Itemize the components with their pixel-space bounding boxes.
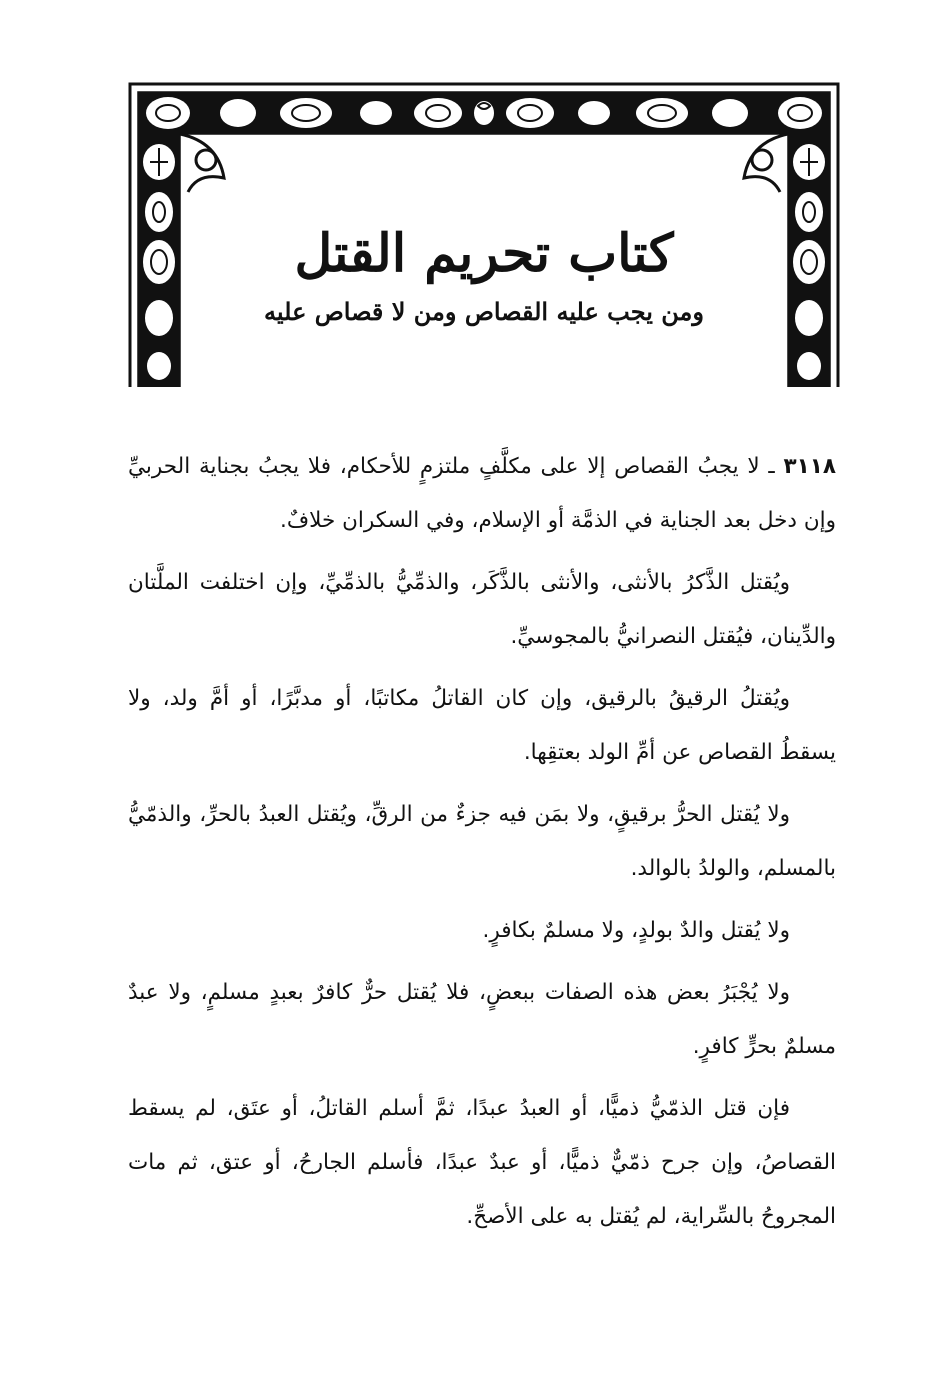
article-body (128, 440, 836, 1252)
paragraph-6: ولا يُجْبَرُ بعض هذه الصفات ببعضٍ، فلا يُقتل حرٌّ كافرٌ بعبدٍ مسلمٍ، ولا عبدٌ مسلمٌ بحرٍّ كافرٍ. (128, 980, 836, 1059)
paragraph-3: ويُقتلُ الرقيقُ بالرقيق، وإن كان القاتلُ مكاتبًا، أو مدبَّرًا، أو أمَّ ولد، ولا يسقطُ القصاص عن أمِّ الولد بعتقِها. (128, 686, 836, 765)
paragraph-2: ويُقتل الذَّكرُ بالأنثى، والأنثى بالذَّكَر، والذمِّيُّ بالذمِّيِّ، وإن اختلفت الملَّتان والدِّينان، فيُقتل النصرانيُّ بالمجوسيِّ. (128, 570, 836, 649)
paragraph-7: فإن قتل الذمّيُّ ذميًّا، أو العبدُ عبدًا، ثمَّ أسلم القاتلُ، أو عتَق، لم يسقط القصاصُ، وإن جرح ذمّيٌّ ذميًّا، أو عبدٌ عبدًا، فأسلم الجارحُ، أو عتق، ثم مات المجروحُ بالسِّراية، لم يُقتل به على الأصحِّ. (128, 1096, 836, 1229)
article-number: ٣١١٨ (783, 454, 837, 479)
chapter-heading (128, 222, 840, 332)
paragraph-text: لا يجبُ القصاص إلا على مكلَّفٍ ملتزمٍ للأحكام، فلا يجبُ بجناية الحربيِّ وإن دخل بعد الجناية في الذمَّة أو الإسلام، وفي السكران خلافٌ. (128, 454, 836, 533)
paragraph-5: ولا يُقتل والدٌ بولدٍ، ولا مسلمٌ بكافرٍ. (482, 918, 790, 943)
paragraph-4: ولا يُقتل الحرُّ برقيقٍ، ولا بمَن فيه جزءٌ من الرقِّ، ويُقتل العبدُ بالحرِّ، والذمّيُّ بالمسلم، والولدُ بالوالد. (128, 802, 836, 881)
article-dash: ـ (759, 454, 784, 479)
paragraph-1 (128, 440, 836, 548)
chapter-title: كتاب تحريم القتل (294, 223, 674, 284)
chapter-subtitle: ومن يجب عليه القصاص ومن لا قصاص عليه (264, 297, 704, 326)
